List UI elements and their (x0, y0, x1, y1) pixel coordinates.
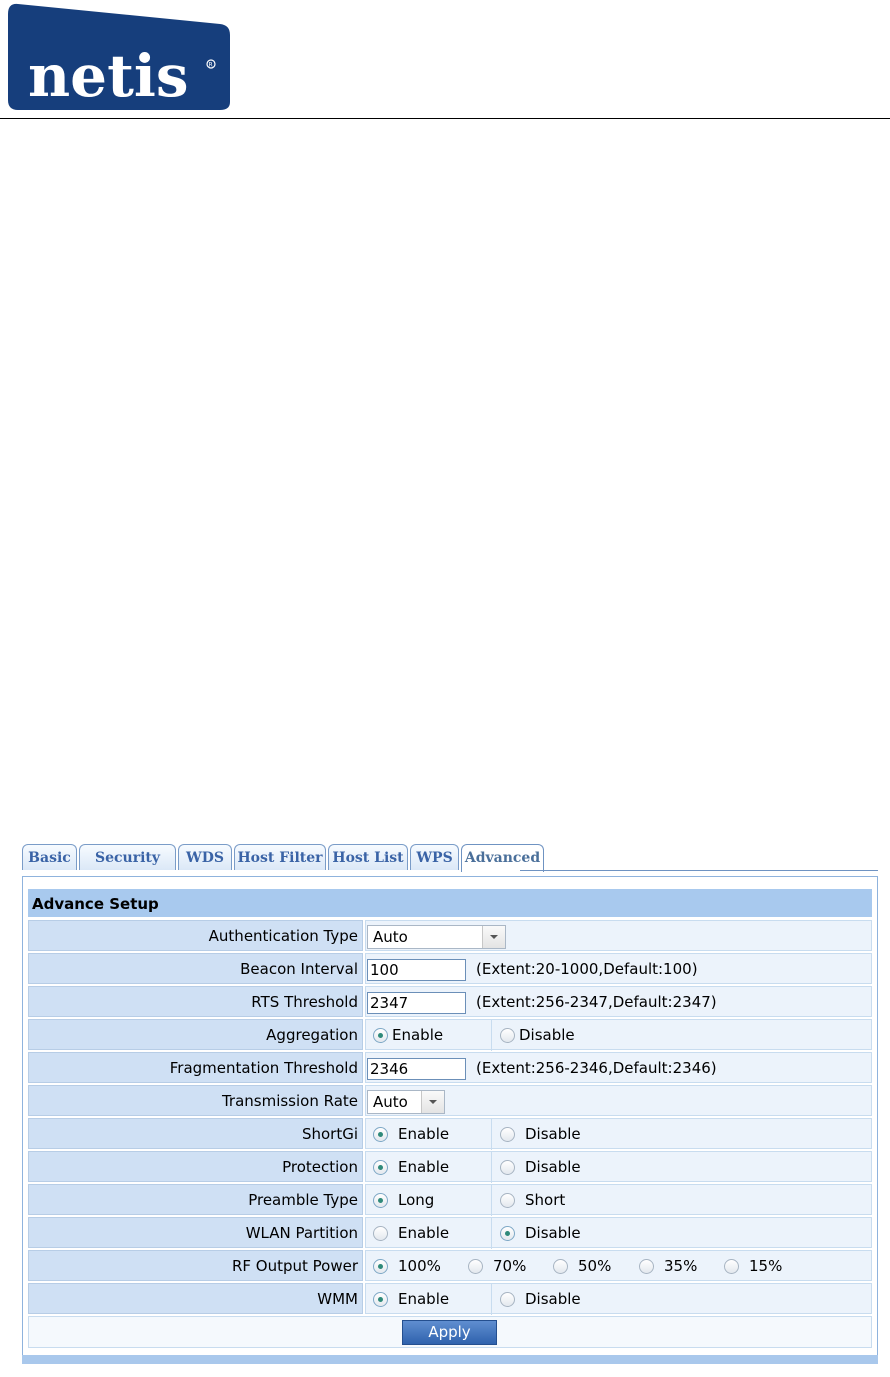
authentication-type-select[interactable] (367, 925, 506, 949)
protection-enable-label: Enable (398, 1158, 450, 1176)
tab-bar (22, 844, 878, 872)
wlan-partition-enable-label: Enable (398, 1224, 450, 1242)
shortgi-enable-label: Enable (398, 1125, 450, 1143)
rts-threshold-label: RTS Threshold (28, 986, 363, 1017)
row-rts-threshold (28, 986, 872, 1017)
apply-row (28, 1316, 872, 1348)
rf-power-70-radio[interactable] (468, 1259, 483, 1274)
protection-label: Protection (28, 1151, 363, 1182)
section-title: Advance Setup (28, 889, 872, 917)
tab-baseline (520, 870, 878, 871)
fragmentation-threshold-hint: (Extent:256-2346,Default:2346) (476, 1059, 717, 1077)
beacon-interval-input[interactable]: 100 (367, 959, 466, 981)
protection-disable-radio[interactable] (500, 1160, 515, 1175)
shortgi-disable-label: Disable (525, 1125, 581, 1143)
preamble-short-label: Short (525, 1191, 566, 1209)
row-shortgi (28, 1118, 872, 1149)
preamble-type-label: Preamble Type (28, 1184, 363, 1215)
row-aggregation (28, 1019, 872, 1050)
wlan-partition-disable-radio[interactable] (500, 1226, 515, 1241)
wmm-enable-radio[interactable] (373, 1292, 388, 1307)
shortgi-label: ShortGi (28, 1118, 363, 1149)
aggregation-enable-radio[interactable] (373, 1028, 388, 1043)
tab-host-list[interactable]: Host List (328, 844, 408, 870)
aggregation-label: Aggregation (28, 1019, 363, 1050)
row-wlan-partition (28, 1217, 872, 1248)
chevron-down-icon (482, 926, 505, 948)
shortgi-disable-radio[interactable] (500, 1127, 515, 1142)
tab-security[interactable]: Security (79, 844, 176, 870)
rf-output-power-label: RF Output Power (28, 1250, 363, 1281)
rf-power-50-radio[interactable] (553, 1259, 568, 1274)
authentication-type-value: Auto (373, 928, 408, 946)
apply-button[interactable]: Apply (402, 1320, 497, 1345)
netis-logo (8, 2, 230, 110)
aggregation-enable-label: Enable (392, 1026, 444, 1044)
authentication-type-label: Authentication Type (28, 920, 363, 951)
row-preamble-type (28, 1184, 872, 1215)
row-transmission-rate (28, 1085, 872, 1116)
rf-power-35-radio[interactable] (639, 1259, 654, 1274)
row-protection (28, 1151, 872, 1182)
row-beacon-interval (28, 953, 872, 984)
wlan-partition-label: WLAN Partition (28, 1217, 363, 1248)
transmission-rate-label: Transmission Rate (28, 1085, 363, 1116)
aggregation-disable-radio[interactable] (500, 1028, 515, 1043)
rf-power-35-label: 35% (664, 1257, 698, 1275)
row-authentication-type (28, 920, 872, 951)
row-fragmentation-threshold (28, 1052, 872, 1083)
wlan-partition-disable-label: Disable (525, 1224, 581, 1242)
tab-advanced[interactable]: Advanced (461, 844, 544, 872)
row-wmm (28, 1283, 872, 1314)
wmm-disable-radio[interactable] (500, 1292, 515, 1307)
aggregation-disable-label: Disable (519, 1026, 575, 1044)
transmission-rate-select[interactable] (367, 1090, 445, 1114)
transmission-rate-value: Auto (373, 1093, 408, 1111)
protection-disable-label: Disable (525, 1158, 581, 1176)
beacon-interval-label: Beacon Interval (28, 953, 363, 984)
tab-host-filter[interactable]: Host Filter (234, 844, 326, 870)
svg-text:R: R (208, 61, 213, 69)
preamble-short-radio[interactable] (500, 1193, 515, 1208)
preamble-long-radio[interactable] (373, 1193, 388, 1208)
protection-enable-radio[interactable] (373, 1160, 388, 1175)
fragmentation-threshold-label: Fragmentation Threshold (28, 1052, 363, 1083)
tab-wps[interactable]: WPS (410, 844, 459, 870)
rf-power-15-label: 15% (749, 1257, 783, 1275)
shortgi-enable-radio[interactable] (373, 1127, 388, 1142)
wmm-enable-label: Enable (398, 1290, 450, 1308)
preamble-long-label: Long (398, 1191, 435, 1209)
rts-threshold-input[interactable]: 2347 (367, 992, 466, 1014)
panel-footer-bar (22, 1355, 878, 1364)
wlan-partition-enable-radio[interactable] (373, 1226, 388, 1241)
chevron-down-icon (421, 1091, 444, 1113)
rf-power-70-label: 70% (493, 1257, 527, 1275)
rf-power-100-label: 100% (398, 1257, 441, 1275)
wmm-label: WMM (28, 1283, 363, 1314)
tab-basic[interactable]: Basic (22, 844, 77, 870)
tab-wds[interactable]: WDS (178, 844, 232, 870)
rf-power-15-radio[interactable] (724, 1259, 739, 1274)
rf-power-100-radio[interactable] (373, 1259, 388, 1274)
row-rf-output-power (28, 1250, 872, 1281)
header-divider (0, 118, 890, 119)
wmm-disable-label: Disable (525, 1290, 581, 1308)
logo-text: netis (28, 42, 189, 110)
fragmentation-threshold-input[interactable]: 2346 (367, 1058, 466, 1080)
beacon-interval-hint: (Extent:20-1000,Default:100) (476, 960, 698, 978)
rts-threshold-hint: (Extent:256-2347,Default:2347) (476, 993, 717, 1011)
rf-power-50-label: 50% (578, 1257, 612, 1275)
